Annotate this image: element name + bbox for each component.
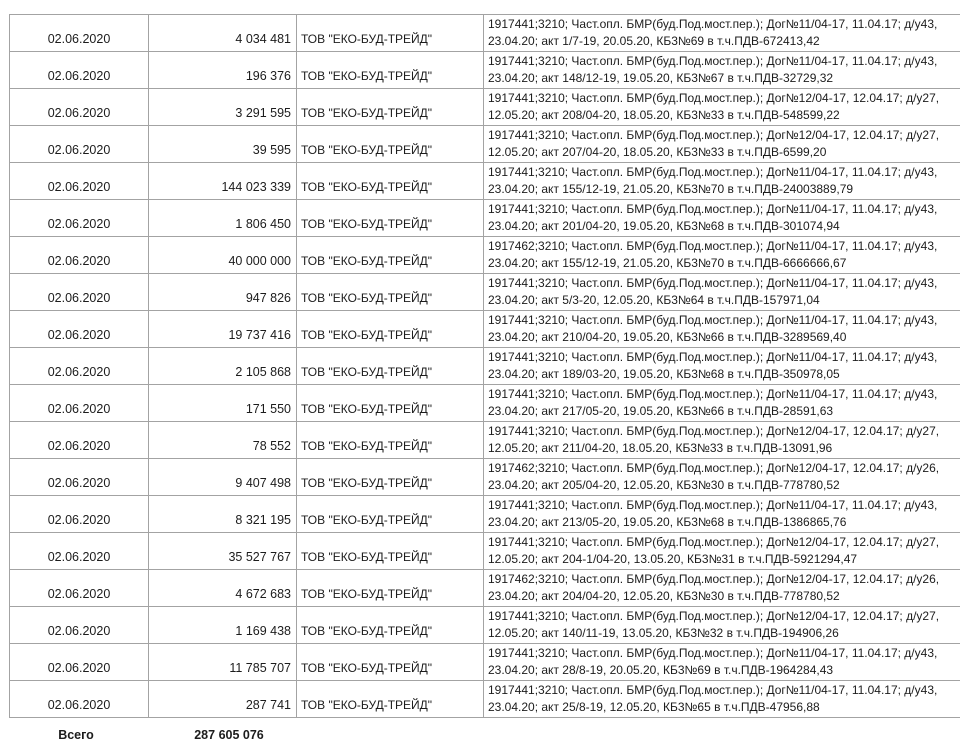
description-cell: 1917441;3210; Част.опл. БМР(буд.Под.мост.пер.); Дог№11/04-17, 11.04.17; д/у43, 23.04.20; акт 210/04-20, 19.05.20, КБ3№66 в т.ч.ПДВ-3289569,40 xyxy=(484,311,960,348)
company-cell: ТОВ "ЕКО-БУД-ТРЕЙД" xyxy=(297,496,484,533)
description-cell: 1917441;3210; Част.опл. БМР(буд.Под.мост.пер.); Дог№12/04-17, 12.04.17; д/у27, 12.05.20; акт 211/04-20, 18.05.20, КБ3№33 в т.ч.ПДВ-13091,96 xyxy=(484,422,960,459)
company-cell: ТОВ "ЕКО-БУД-ТРЕЙД" xyxy=(297,607,484,644)
description-cell: 1917441;3210; Част.опл. БМР(буд.Под.мост.пер.); Дог№11/04-17, 11.04.17; д/у43, 23.04.20; акт 5/3-20, 12.05.20, КБ3№64 в т.ч.ПДВ-157971,04 xyxy=(484,274,960,311)
company-cell: ТОВ "ЕКО-БУД-ТРЕЙД" xyxy=(297,570,484,607)
table-row xyxy=(10,89,960,126)
amount-cell: 947 826 xyxy=(149,274,297,311)
payments-table xyxy=(9,14,960,718)
amount-cell: 35 527 767 xyxy=(149,533,297,570)
amount-cell: 2 105 868 xyxy=(149,348,297,385)
amount-cell: 8 321 195 xyxy=(149,496,297,533)
date-cell: 02.06.2020 xyxy=(10,89,149,126)
amount-cell: 1 169 438 xyxy=(149,607,297,644)
description-cell: 1917441;3210; Част.опл. БМР(буд.Под.мост.пер.); Дог№12/04-17, 12.04.17; д/у27, 12.05.20; акт 207/04-20, 18.05.20, КБ3№33 в т.ч.ПДВ-6599,20 xyxy=(484,126,960,163)
amount-cell: 3 291 595 xyxy=(149,89,297,126)
totals-value: 287 605 076 xyxy=(143,728,299,742)
date-cell: 02.06.2020 xyxy=(10,15,149,52)
company-cell: ТОВ "ЕКО-БУД-ТРЕЙД" xyxy=(297,89,484,126)
date-cell: 02.06.2020 xyxy=(10,126,149,163)
description-cell: 1917441;3210; Част.опл. БМР(буд.Под.мост.пер.); Дог№12/04-17, 12.04.17; д/у27, 12.05.20; акт 208/04-20, 18.05.20, КБ3№33 в т.ч.ПДВ-548599,22 xyxy=(484,89,960,126)
date-cell: 02.06.2020 xyxy=(10,607,149,644)
description-cell: 1917462;3210; Част.опл. БМР(буд.Под.мост.пер.); Дог№11/04-17, 11.04.17; д/у43, 23.04.20; акт 155/12-19, 21.05.20, КБ3№70 в т.ч.ПДВ-6666666,67 xyxy=(484,237,960,274)
date-cell: 02.06.2020 xyxy=(10,348,149,385)
table-row xyxy=(10,459,960,496)
date-cell: 02.06.2020 xyxy=(10,163,149,200)
payment-register-document xyxy=(9,14,943,742)
company-cell: ТОВ "ЕКО-БУД-ТРЕЙД" xyxy=(297,311,484,348)
table-row xyxy=(10,163,960,200)
amount-cell: 144 023 339 xyxy=(149,163,297,200)
date-cell: 02.06.2020 xyxy=(10,200,149,237)
company-cell: ТОВ "ЕКО-БУД-ТРЕЙД" xyxy=(297,533,484,570)
company-cell: ТОВ "ЕКО-БУД-ТРЕЙД" xyxy=(297,52,484,89)
company-cell: ТОВ "ЕКО-БУД-ТРЕЙД" xyxy=(297,681,484,718)
date-cell: 02.06.2020 xyxy=(10,459,149,496)
date-cell: 02.06.2020 xyxy=(10,496,149,533)
date-cell: 02.06.2020 xyxy=(10,422,149,459)
company-cell: ТОВ "ЕКО-БУД-ТРЕЙД" xyxy=(297,459,484,496)
description-cell: 1917441;3210; Част.опл. БМР(буд.Под.мост.пер.); Дог№11/04-17, 11.04.17; д/у43, 23.04.20; акт 213/05-20, 19.05.20, КБ3№68 в т.ч.ПДВ-1386865,76 xyxy=(484,496,960,533)
company-cell: ТОВ "ЕКО-БУД-ТРЕЙД" xyxy=(297,348,484,385)
date-cell: 02.06.2020 xyxy=(10,644,149,681)
table-row xyxy=(10,570,960,607)
table-row xyxy=(10,385,960,422)
description-cell: 1917462;3210; Част.опл. БМР(буд.Под.мост.пер.); Дог№12/04-17, 12.04.17; д/у26, 23.04.20; акт 205/04-20, 12.05.20, КБ3№30 в т.ч.ПДВ-778780,52 xyxy=(484,459,960,496)
table-row xyxy=(10,533,960,570)
table-row xyxy=(10,52,960,89)
amount-cell: 4 672 683 xyxy=(149,570,297,607)
table-row xyxy=(10,681,960,718)
table-row xyxy=(10,422,960,459)
amount-cell: 40 000 000 xyxy=(149,237,297,274)
description-cell: 1917441;3210; Част.опл. БМР(буд.Под.мост.пер.); Дог№11/04-17, 11.04.17; д/у43, 23.04.20; акт 201/04-20, 19.05.20, КБ3№68 в т.ч.ПДВ-301074,94 xyxy=(484,200,960,237)
company-cell: ТОВ "ЕКО-БУД-ТРЕЙД" xyxy=(297,274,484,311)
description-cell: 1917441;3210; Част.опл. БМР(буд.Под.мост.пер.); Дог№12/04-17, 12.04.17; д/у27, 12.05.20; акт 204-1/04-20, 13.05.20, КБ3№31 в т.ч.ПДВ-5921294,47 xyxy=(484,533,960,570)
company-cell: ТОВ "ЕКО-БУД-ТРЕЙД" xyxy=(297,237,484,274)
table-row xyxy=(10,607,960,644)
date-cell: 02.06.2020 xyxy=(10,681,149,718)
amount-cell: 19 737 416 xyxy=(149,311,297,348)
date-cell: 02.06.2020 xyxy=(10,311,149,348)
table-row xyxy=(10,274,960,311)
amount-cell: 196 376 xyxy=(149,52,297,89)
date-cell: 02.06.2020 xyxy=(10,52,149,89)
table-row xyxy=(10,200,960,237)
company-cell: ТОВ "ЕКО-БУД-ТРЕЙД" xyxy=(297,385,484,422)
description-cell: 1917441;3210; Част.опл. БМР(буд.Под.мост.пер.); Дог№11/04-17, 11.04.17; д/у43, 23.04.20; акт 217/05-20, 19.05.20, КБ3№66 в т.ч.ПДВ-28591,63 xyxy=(484,385,960,422)
table-row xyxy=(10,237,960,274)
totals-label: Всего xyxy=(9,728,143,742)
table-row xyxy=(10,311,960,348)
date-cell: 02.06.2020 xyxy=(10,533,149,570)
description-cell: 1917441;3210; Част.опл. БМР(буд.Под.мост.пер.); Дог№11/04-17, 11.04.17; д/у43, 23.04.20; акт 148/12-19, 19.05.20, КБ3№67 в т.ч.ПДВ-32729,32 xyxy=(484,52,960,89)
table-row xyxy=(10,644,960,681)
company-cell: ТОВ "ЕКО-БУД-ТРЕЙД" xyxy=(297,163,484,200)
amount-cell: 1 806 450 xyxy=(149,200,297,237)
totals-row xyxy=(9,728,943,742)
description-cell: 1917441;3210; Част.опл. БМР(буд.Под.мост.пер.); Дог№11/04-17, 11.04.17; д/у43, 23.04.20; акт 155/12-19, 21.05.20, КБ3№70 в т.ч.ПДВ-24003889,79 xyxy=(484,163,960,200)
table-row xyxy=(10,15,960,52)
payments-table-body xyxy=(10,15,960,718)
description-cell: 1917462;3210; Част.опл. БМР(буд.Под.мост.пер.); Дог№12/04-17, 12.04.17; д/у26, 23.04.20; акт 204/04-20, 12.05.20, КБ3№30 в т.ч.ПДВ-778780,52 xyxy=(484,570,960,607)
amount-cell: 39 595 xyxy=(149,126,297,163)
date-cell: 02.06.2020 xyxy=(10,385,149,422)
company-cell: ТОВ "ЕКО-БУД-ТРЕЙД" xyxy=(297,644,484,681)
amount-cell: 4 034 481 xyxy=(149,15,297,52)
company-cell: ТОВ "ЕКО-БУД-ТРЕЙД" xyxy=(297,422,484,459)
company-cell: ТОВ "ЕКО-БУД-ТРЕЙД" xyxy=(297,15,484,52)
table-row xyxy=(10,126,960,163)
description-cell: 1917441;3210; Част.опл. БМР(буд.Под.мост.пер.); Дог№12/04-17, 12.04.17; д/у27, 12.05.20; акт 140/11-19, 13.05.20, КБ3№32 в т.ч.ПДВ-194906,26 xyxy=(484,607,960,644)
table-row xyxy=(10,496,960,533)
amount-cell: 78 552 xyxy=(149,422,297,459)
description-cell: 1917441;3210; Част.опл. БМР(буд.Под.мост.пер.); Дог№11/04-17, 11.04.17; д/у43, 23.04.20; акт 25/8-19, 12.05.20, КБ3№65 в т.ч.ПДВ-47956,88 xyxy=(484,681,960,718)
description-cell: 1917441;3210; Част.опл. БМР(буд.Под.мост.пер.); Дог№11/04-17, 11.04.17; д/у43, 23.04.20; акт 28/8-19, 20.05.20, КБ3№69 в т.ч.ПДВ-1964284,43 xyxy=(484,644,960,681)
description-cell: 1917441;3210; Част.опл. БМР(буд.Под.мост.пер.); Дог№11/04-17, 11.04.17; д/у43, 23.04.20; акт 1/7-19, 20.05.20, КБ3№69 в т.ч.ПДВ-672413,42 xyxy=(484,15,960,52)
date-cell: 02.06.2020 xyxy=(10,237,149,274)
table-row xyxy=(10,348,960,385)
description-cell: 1917441;3210; Част.опл. БМР(буд.Под.мост.пер.); Дог№11/04-17, 11.04.17; д/у43, 23.04.20; акт 189/03-20, 19.05.20, КБ3№68 в т.ч.ПДВ-350978,05 xyxy=(484,348,960,385)
amount-cell: 287 741 xyxy=(149,681,297,718)
amount-cell: 171 550 xyxy=(149,385,297,422)
company-cell: ТОВ "ЕКО-БУД-ТРЕЙД" xyxy=(297,200,484,237)
amount-cell: 9 407 498 xyxy=(149,459,297,496)
date-cell: 02.06.2020 xyxy=(10,570,149,607)
amount-cell: 11 785 707 xyxy=(149,644,297,681)
date-cell: 02.06.2020 xyxy=(10,274,149,311)
company-cell: ТОВ "ЕКО-БУД-ТРЕЙД" xyxy=(297,126,484,163)
